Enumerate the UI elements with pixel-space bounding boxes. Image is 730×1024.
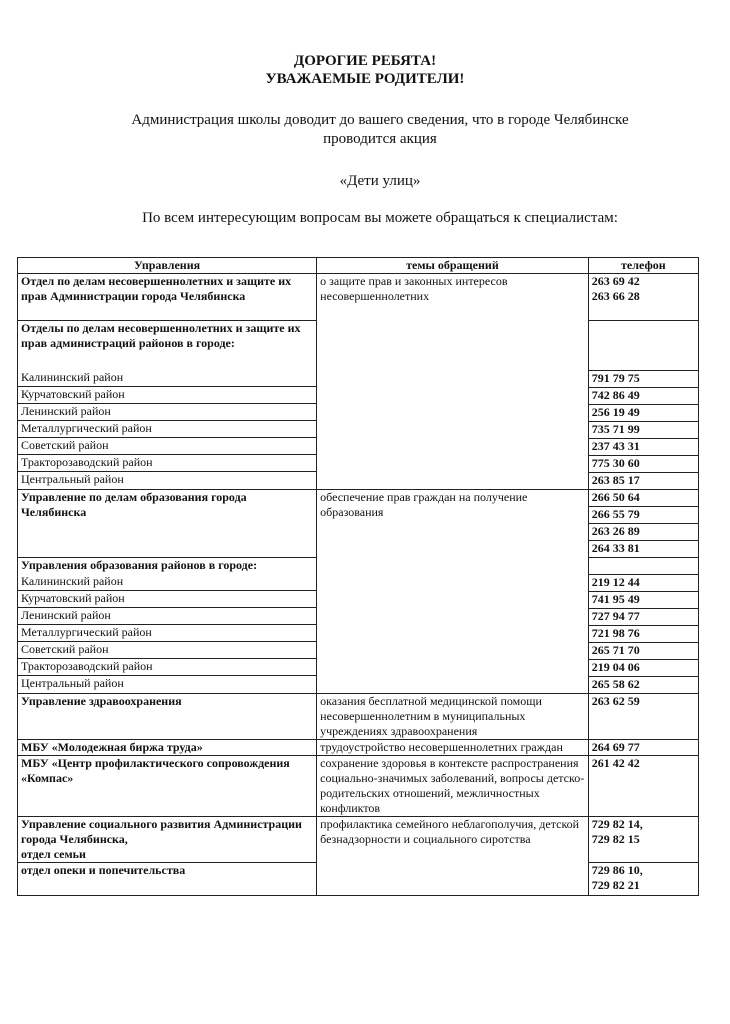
- education-district-phones: [588, 558, 698, 694]
- education-districts: [18, 558, 317, 694]
- kompas-phone: [588, 756, 698, 817]
- labor-title: МБУ «Молодежная биржа труда»: [18, 740, 317, 756]
- table-row: [18, 274, 699, 321]
- phone-number: 264 33 81: [591, 541, 640, 555]
- district-name: Калининский район: [18, 370, 316, 387]
- health-phone: [588, 694, 698, 740]
- phone-number: 219 12 44: [589, 574, 698, 592]
- table-row: [18, 756, 699, 817]
- kompas-title: МБУ «Центр профилактического сопровождения «Компас»: [18, 756, 317, 817]
- phone-number: 256 19 49: [589, 405, 698, 422]
- education-topic: обеспечение прав граждан на получение образования: [317, 490, 589, 694]
- phone-number: 729 82 21: [591, 878, 640, 892]
- district-name: Курчатовский район: [18, 591, 316, 608]
- spacer: [589, 321, 698, 370]
- header-phone: телефон: [588, 258, 698, 274]
- district-name: Советский район: [18, 642, 316, 659]
- district-name: Металлургический район: [18, 625, 316, 642]
- spacer: [589, 558, 698, 574]
- campaign-name: «Дети улиц»: [339, 173, 421, 189]
- phone-number: 237 43 31: [589, 439, 698, 456]
- district-name: Металлургический район: [18, 421, 316, 438]
- phone-number: 264 69 77: [591, 740, 640, 754]
- phone-number: 742 86 49: [589, 388, 698, 405]
- commission-districts-title: Отделы по делам несовершеннолетних и защите их прав администраций районов в городе:: [21, 321, 301, 350]
- phone-number: 735 71 99: [589, 422, 698, 439]
- social-topic: профилактика семейного неблагополучия, детской безнадзорности и социального сиротства: [317, 817, 589, 896]
- heading-line-1: ДОРОГИЕ РЕБЯТА!: [293, 53, 437, 69]
- intro-line-1: Администрация школы доводит до вашего сведения, что в городе Челябинске: [131, 112, 629, 128]
- phone-number: 265 71 70: [589, 643, 698, 660]
- district-name: Центральный район: [21, 676, 124, 690]
- social-title-cell: [18, 817, 317, 863]
- commission-districts: [18, 321, 317, 490]
- commission-phones: [588, 274, 698, 321]
- social-phones: [588, 817, 698, 863]
- district-name: Центральный район: [21, 472, 124, 486]
- health-title: Управление здравоохранения: [18, 694, 317, 740]
- table-header-row: [18, 258, 699, 274]
- phone-number: 266 50 64: [589, 490, 698, 507]
- table-row: [18, 490, 699, 558]
- phone-number: 263 26 89: [589, 524, 698, 541]
- education-districts-title: Управления образования районов в городе:: [21, 558, 258, 572]
- phone-number: 263 85 17: [591, 473, 640, 487]
- labor-phone: [588, 740, 698, 756]
- district-name: Советский район: [18, 438, 316, 455]
- health-topic: оказания бесплатной медицинской помощи несовершеннолетним в муниципальных учреждениях здравоохранения: [317, 694, 589, 740]
- phone-number: 263 69 42: [591, 274, 640, 288]
- phone-number: 219 04 06: [589, 660, 698, 677]
- phone-number: 265 58 62: [591, 677, 640, 691]
- intro-line-2: проводится акция: [323, 131, 437, 147]
- header-topics: темы обращений: [317, 258, 589, 274]
- district-name: Тракторозаводский район: [18, 455, 316, 472]
- phone-number: 775 30 60: [589, 456, 698, 473]
- guardianship-phones: [588, 863, 698, 896]
- phone-number: 741 95 49: [589, 592, 698, 609]
- heading-line-2: УВАЖАЕМЫЕ РОДИТЕЛИ!: [265, 71, 465, 87]
- commission-topic: о защите прав и законных интересов несовершеннолетних: [317, 274, 589, 490]
- specialists-table: [17, 257, 699, 896]
- table-row: [18, 694, 699, 740]
- phone-number: 266 55 79: [589, 507, 698, 524]
- kompas-topic: сохранение здоровья в контексте распространения социально-значимых заболеваний, вопросы детско-родительских отношений, межличностных конфликтов: [317, 756, 589, 817]
- district-name: Тракторозаводский район: [18, 659, 316, 676]
- commission-district-phones: [588, 321, 698, 490]
- district-name: Курчатовский район: [18, 387, 316, 404]
- table-row: [18, 740, 699, 756]
- labor-topic: трудоустройство несовершеннолетних граждан: [317, 740, 589, 756]
- phone-number: 263 66 28: [591, 289, 640, 303]
- phone-number: 727 94 77: [589, 609, 698, 626]
- phone-number: 729 82 14,: [591, 817, 643, 831]
- social-title: Управление социального развития Администрации города Челябинска,: [21, 817, 302, 846]
- district-name: Калининский район: [18, 574, 316, 591]
- education-title: Управление по делам образования города Челябинска: [18, 490, 317, 558]
- phone-number: 791 79 75: [589, 370, 698, 388]
- phone-number: 263 62 59: [591, 694, 640, 708]
- phone-number: 261 42 42: [591, 756, 640, 770]
- phone-number: 729 86 10,: [591, 863, 643, 877]
- header-departments: Управления: [18, 258, 317, 274]
- commission-title: Отдел по делам несовершеннолетних и защите их прав Администрации города Челябинска: [18, 274, 317, 321]
- phone-number: 729 82 15: [591, 832, 640, 846]
- district-name: Ленинский район: [18, 608, 316, 625]
- guardianship-title: отдел опеки и попечительства: [18, 863, 317, 896]
- district-name: Ленинский район: [18, 404, 316, 421]
- contact-line: По всем интересующим вопросам вы можете обращаться к специалистам:: [142, 210, 618, 226]
- education-phones: [588, 490, 698, 558]
- table-row: [18, 817, 699, 863]
- social-subtitle: отдел семьи: [21, 847, 86, 861]
- phone-number: 721 98 76: [589, 626, 698, 643]
